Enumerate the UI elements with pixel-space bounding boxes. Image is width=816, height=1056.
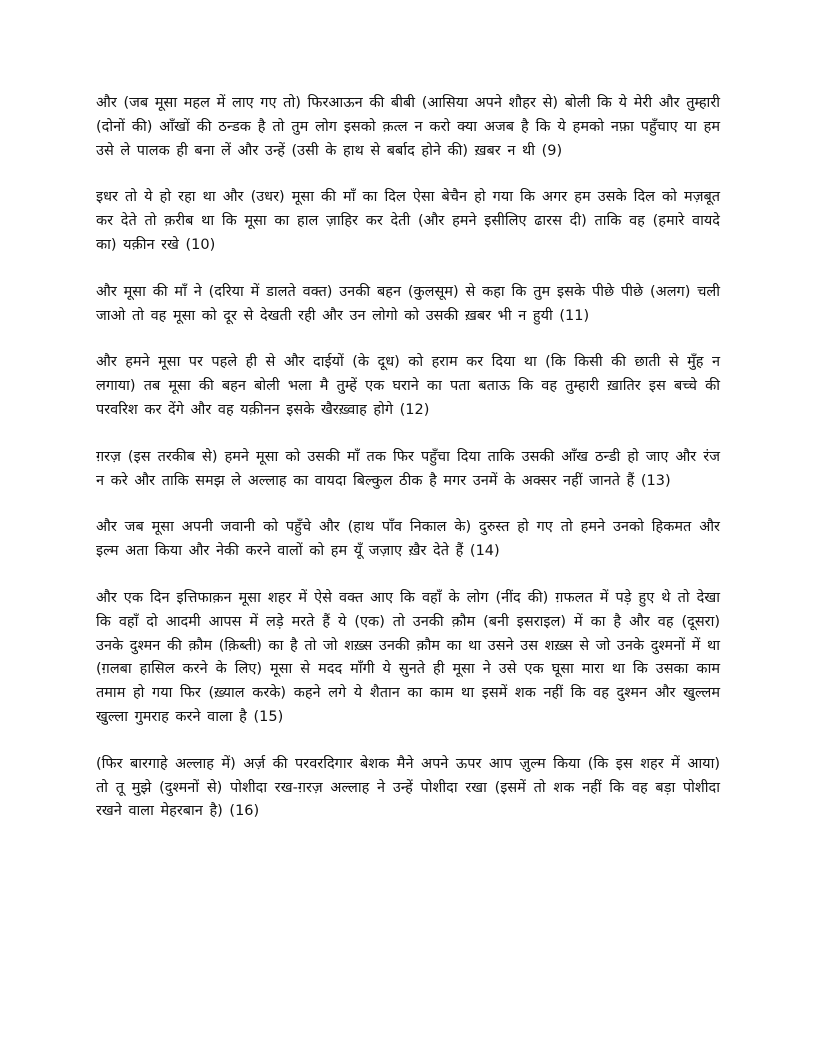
verse-9-paragraph: और (जब मूसा महल में लाए गए तो) फिरआऊन की बीबी (आसिया अपने शौहर से) बोली कि ये मेरी और तुम्हारी (दोनों की) आँखों की ठन्डक है तो तुम लोग इसको क़त्ल न करो क्या अजब है कि ये हमको नफ़ा पहुँचाए या हम उसे ले पालक ही बना लें और उन्हें (उसी के हाथ से बर्बाद होने की) ख़बर न थी (9) bbox=[96, 95, 720, 159]
document-body bbox=[96, 92, 720, 847]
verse-12-paragraph: और हमने मूसा पर पहले ही से और दाईयों (के दूध) को हराम कर दिया था (कि किसी की छाती से मुँह न लगाया) तब मूसा की बहन बोली भला मै तुम्हें एक घराने का पता बताऊ कि वह तुम्हारी ख़ातिर इस बच्चे की परवरिश कर देंगे और वह यक़ीनन इसके खैरख़्वाह होगे (12) bbox=[96, 354, 720, 418]
verse-10-paragraph: इधर तो ये हो रहा था और (उधर) मूसा की माँ का दिल ऐसा बेचैन हो गया कि अगर हम उसके दिल को मज़बूत कर देते तो क़रीब था कि मूसा का हाल ज़ाहिर कर देती (और हमने इसीलिए ढारस दी) ताकि वह (हमारे वायदे का) यक़ीन रखे (10) bbox=[96, 189, 720, 253]
verse-14-paragraph: और जब मूसा अपनी जवानी को पहुँचे और (हाथ पाँव निकाल के) दुरुस्त हो गए तो हमने उनको हिकमत और इल्म अता किया और नेकी करने वालों को हम यूँ जज़ाए ख़ैर देते हैं (14) bbox=[96, 519, 720, 560]
verse-13-paragraph: ग़रज़ (इस तरकीब से) हमने मूसा को उसकी माँ तक फिर पहुँचा दिया ताकि उसकी आँख ठन्डी हो जाए और रंज न करे और ताकि समझ ले अल्लाह का वायदा बिल्कुल ठीक है मगर उनमें के अक्सर नहीं जानते हैं (13) bbox=[96, 448, 720, 489]
verse-11-paragraph: और मूसा की माँ ने (दरिया में डालते वक्त) उनकी बहन (कुलसूम) से कहा कि तुम इसके पीछे पीछे (अलग) चली जाओ तो वह मूसा को दूर से देखती रही और उन लोगो को उसकी ख़बर भी न हुयी (11) bbox=[96, 283, 720, 324]
verse-16-paragraph: (फिर बारगाहे अल्लाह में) अर्ज़ की परवरदिगार बेशक मैने अपने ऊपर आप ज़ुल्म किया (कि इस शहर में आया) तो तू मुझे (दुश्मनों से) पोशीदा रख-ग़रज़ अल्लाह ने उन्हें पोशीदा रखा (इसमें तो शक नहीं कि वह बड़ा पोशीदा रखने वाला मेहरबान है) (16) bbox=[96, 755, 720, 820]
verse-15-paragraph: और एक दिन इत्तिफाक़न मूसा शहर में ऐसे वक्त आए कि वहाँ के लोग (नींद की) ग़फलत में पड़े हुए थे तो देखा कि वहाँ दो आदमी आपस में लड़े मरते हैं ये (एक) तो उनकी क़ौम (बनी इसराइल) में का है और वह (दूसरा) उनके दुश्मन की क़ौम (क़िब्ती) का है तो जो शख़्स उनकी क़ौम का था उसने उस शख़्स से जो उनके दुश्मनों में था (ग़लबा हासिल करने के लिए) मूसा से मदद माँगी ये सुनते ही मूसा ने उसे एक घूसा मारा था कि उसका काम तमाम हो गया फिर (ख़्याल करके) कहने लगे ये शैतान का काम था इसमें शक नहीं कि वह दुश्मन और खुल्लम खुल्ला गुमराह करने वाला है (15) bbox=[96, 589, 720, 725]
